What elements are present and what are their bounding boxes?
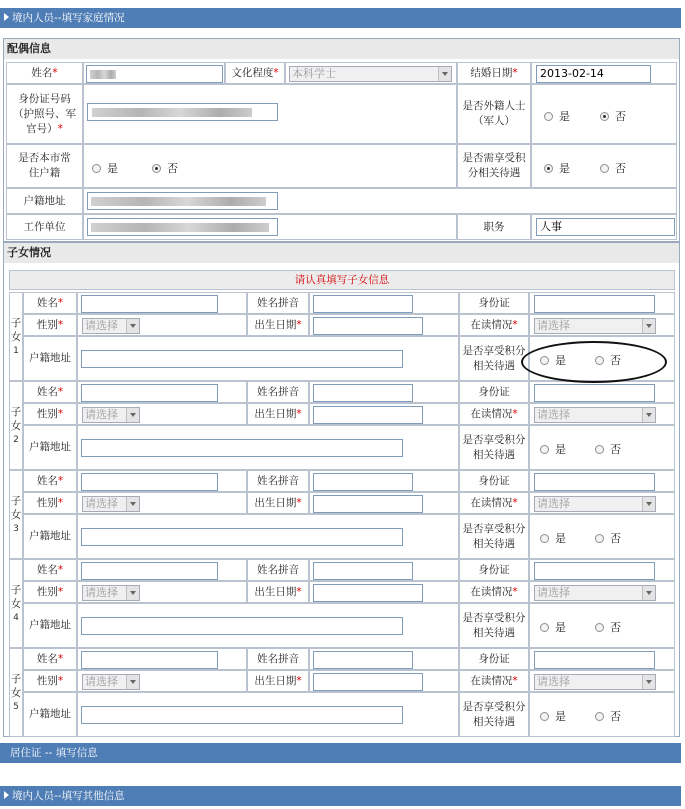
radio-unchecked-icon [540,534,549,543]
spouse-name-cell [83,62,225,84]
child-idcard-cell [529,381,675,403]
child-idcard-input[interactable] [534,562,655,580]
child-huji-cell [77,336,459,381]
child-idcard-cell [529,292,675,314]
child-gender-label: 性别 * [23,581,77,603]
child-group-label: 子 女 5 [9,648,23,737]
child-birth-cell [309,670,459,692]
child-birth-cell [309,492,459,514]
child-name-cell [77,470,247,492]
child-birth-input[interactable] [313,317,423,335]
spouse-id-input[interactable] [87,103,278,121]
child-points-yes-radio[interactable]: 是 [540,619,566,635]
child-huji-input[interactable] [81,617,403,635]
child-gender-cell [77,403,247,425]
radio-unchecked-icon [92,164,101,173]
child-birth-input[interactable] [313,673,423,691]
child-idcard-cell [529,648,675,670]
child-study-select[interactable]: 请选择 [534,674,656,690]
spouse-foreign-cell [531,84,677,144]
child-study-cell [529,492,675,514]
spouse-edu-cell [285,62,457,84]
child-pinyin-input[interactable] [313,384,413,402]
spouse-huji-cell [83,188,677,214]
child-points-label: 是否享受积分相关待遇 [459,603,529,648]
child-name-label: 姓名 * [23,470,77,492]
child-gender-cell [77,314,247,336]
child-points-label: 是否享受积分相关待遇 [459,336,529,381]
child-huji-cell [77,514,459,559]
child-huji-cell [77,692,459,737]
children-section [3,242,680,737]
spouse-section [3,38,680,242]
child-pinyin-input[interactable] [313,295,413,313]
child-name-input[interactable] [81,562,218,580]
child-idcard-label: 身份证 [459,559,529,581]
child-birth-input[interactable] [313,584,423,602]
spouse-work-input[interactable] [87,218,278,236]
child-name-label: 姓名 * [23,292,77,314]
radio-checked-icon [600,112,609,121]
spouse-marry-cell [531,62,677,84]
child-points-no-radio[interactable]: 否 [595,619,621,635]
chevron-down-icon [126,408,139,422]
child-points-label: 是否享受积分相关待遇 [459,514,529,559]
radio-unchecked-icon [540,445,549,454]
child-birth-input[interactable] [313,495,423,513]
chevron-down-icon [642,675,655,689]
child-study-select[interactable]: 请选择 [534,318,656,334]
child-name-label: 姓名 * [23,648,77,670]
radio-unchecked-icon [595,712,604,721]
child-gender-select[interactable]: 请选择 [82,318,140,334]
child-name-input[interactable] [81,295,218,313]
chevron-down-icon [642,408,655,422]
spouse-id-cell [83,84,457,144]
radio-unchecked-icon [540,712,549,721]
child-birth-label: 出生日期 * [247,314,309,336]
child-gender-select[interactable]: 请选择 [82,496,140,512]
child-idcard-label: 身份证 [459,470,529,492]
radio-unchecked-icon [595,623,604,632]
spouse-name-label: 姓名 * [6,62,83,84]
child-birth-label: 出生日期 * [247,581,309,603]
child-points-label: 是否享受积分相关待遇 [459,692,529,737]
child-huji-label: 户籍地址 [23,514,77,559]
child-study-select[interactable]: 请选择 [534,585,656,601]
child-name-input[interactable] [81,473,218,491]
chevron-down-icon [642,319,655,333]
spouse-edu-label: 文化程度 * [225,62,285,84]
spouse-local-yes-radio[interactable]: 是 [92,160,118,176]
child-pinyin-input[interactable] [313,562,413,580]
child-huji-cell [77,603,459,648]
child-name-input[interactable] [81,384,218,402]
radio-checked-icon [544,164,553,173]
child-birth-input[interactable] [313,406,423,424]
child-study-label: 在读情况 * [459,403,529,425]
child-study-select[interactable]: 请选择 [534,407,656,423]
child-pinyin-input[interactable] [313,651,413,669]
child-gender-label: 性别 * [23,492,77,514]
child-group-label: 子 女 2 [9,381,23,470]
spouse-id-label: 身份证号码（护照号、军官号）* [6,84,83,144]
spouse-foreign-label: 是否外籍人士（军人） [457,84,531,144]
radio-unchecked-icon [544,112,553,121]
child-name-cell [77,292,247,314]
spouse-points-label: 是否需享受积分相关待遇 [457,144,531,188]
child-study-cell [529,314,675,336]
child-idcard-input[interactable] [534,295,655,313]
spouse-local-no-radio[interactable]: 否 [152,160,178,176]
child-points-cell [529,692,675,737]
child-birth-cell [309,314,459,336]
child-study-select[interactable]: 请选择 [534,496,656,512]
child-study-label: 在读情况 * [459,314,529,336]
spouse-huji-label: 户籍地址 [6,188,83,214]
child-pinyin-cell [309,292,459,314]
chevron-down-icon [642,497,655,511]
child-points-yes-radio[interactable]: 是 [540,530,566,546]
child-birth-label: 出生日期 * [247,492,309,514]
child-pinyin-input[interactable] [313,473,413,491]
child-pinyin-cell [309,470,459,492]
child-points-cell [529,603,675,648]
spouse-job-cell [531,214,677,240]
section-header-residence[interactable]: 居住证 -- 填写信息 [0,743,681,763]
child-huji-input[interactable] [81,350,403,368]
radio-unchecked-icon [595,445,604,454]
child-study-cell [529,403,675,425]
spouse-local-label: 是否本市常住户籍 [6,144,83,188]
child-pinyin-label: 姓名拼音 [247,292,309,314]
child-huji-cell [77,425,459,470]
spouse-job-input[interactable]: 人事 [536,218,675,236]
child-points-no-radio[interactable]: 否 [595,530,621,546]
chevron-down-icon [642,586,655,600]
child-huji-input[interactable] [81,528,403,546]
spouse-work-label: 工作单位 [6,214,83,240]
child-pinyin-cell [309,648,459,670]
child-gender-select[interactable]: 请选择 [82,407,140,423]
child-gender-select[interactable]: 请选择 [82,585,140,601]
spouse-name-input[interactable] [86,65,223,83]
child-points-yes-radio[interactable]: 是 [540,708,566,724]
child-pinyin-label: 姓名拼音 [247,470,309,492]
radio-checked-icon [152,164,161,173]
child-group-label: 子 女 3 [9,470,23,559]
child-gender-label: 性别 * [23,403,77,425]
spouse-marry-label: 结婚日期 * [457,62,531,84]
child-huji-label: 户籍地址 [23,603,77,648]
child-huji-input[interactable] [81,706,403,724]
child-group-label: 子 女 4 [9,559,23,648]
chevron-down-icon [126,675,139,689]
child-idcard-label: 身份证 [459,648,529,670]
spouse-huji-input[interactable] [87,192,278,210]
child-points-cell [529,514,675,559]
child-huji-label: 户籍地址 [23,336,77,381]
child-group-label: 子 女 1 [9,292,23,381]
spouse-marry-input[interactable]: 2013-02-14 [536,65,651,83]
radio-unchecked-icon [600,164,609,173]
highlight-ellipse [521,341,667,383]
chevron-down-icon [126,497,139,511]
child-gender-cell [77,581,247,603]
chevron-down-icon [126,586,139,600]
children-notice: 请认真填写子女信息 [9,270,675,290]
child-study-cell [529,670,675,692]
spouse-title: 配偶信息 [4,39,679,59]
child-name-input[interactable] [81,651,218,669]
child-points-cell [529,425,675,470]
child-points-yes-radio[interactable]: 是 [540,352,566,368]
child-name-label: 姓名 * [23,559,77,581]
child-name-cell [77,381,247,403]
child-study-cell [529,581,675,603]
child-gender-select[interactable]: 请选择 [82,674,140,690]
spouse-local-cell [83,144,457,188]
section-header-other[interactable]: 境内人员--填写其他信息 [0,786,681,806]
child-gender-cell [77,492,247,514]
child-idcard-cell [529,559,675,581]
spouse-points-cell [531,144,677,188]
child-gender-label: 性别 * [23,670,77,692]
spouse-foreign-no-radio[interactable]: 否 [600,108,626,124]
radio-unchecked-icon [595,534,604,543]
children-title: 子女情况 [4,243,679,263]
child-birth-label: 出生日期 * [247,670,309,692]
child-pinyin-label: 姓名拼音 [247,648,309,670]
child-idcard-cell [529,470,675,492]
spouse-job-label: 职务 [457,214,531,240]
spouse-points-yes-radio[interactable]: 是 [544,160,570,176]
child-pinyin-cell [309,381,459,403]
child-gender-label: 性别 * [23,314,77,336]
spouse-work-cell [83,214,457,240]
child-pinyin-cell [309,559,459,581]
spouse-foreign-yes-radio[interactable]: 是 [544,108,570,124]
child-name-cell [77,559,247,581]
child-gender-cell [77,670,247,692]
child-huji-label: 户籍地址 [23,692,77,737]
child-study-label: 在读情况 * [459,581,529,603]
child-birth-label: 出生日期 * [247,403,309,425]
child-huji-input[interactable] [81,439,403,457]
chevron-down-icon [438,67,451,81]
child-study-label: 在读情况 * [459,670,529,692]
child-idcard-label: 身份证 [459,381,529,403]
chevron-down-icon [126,319,139,333]
child-idcard-label: 身份证 [459,292,529,314]
child-pinyin-label: 姓名拼音 [247,559,309,581]
child-idcard-input[interactable] [534,384,655,402]
child-name-label: 姓名 * [23,381,77,403]
child-birth-cell [309,581,459,603]
child-name-cell [77,648,247,670]
child-idcard-input[interactable] [534,473,655,491]
child-pinyin-label: 姓名拼音 [247,381,309,403]
child-birth-cell [309,403,459,425]
child-points-yes-radio[interactable]: 是 [540,441,566,457]
expand-arrow-icon [4,13,9,21]
child-points-no-radio[interactable]: 否 [595,352,621,368]
section-header-family[interactable]: 境内人员--填写家庭情况 [0,8,681,28]
child-points-no-radio[interactable]: 否 [595,708,621,724]
spouse-edu-select[interactable]: 本科学士 [289,66,452,82]
radio-unchecked-icon [540,623,549,632]
spouse-points-no-radio[interactable]: 否 [600,160,626,176]
child-huji-label: 户籍地址 [23,425,77,470]
child-idcard-input[interactable] [534,651,655,669]
child-points-no-radio[interactable]: 否 [595,441,621,457]
child-points-label: 是否享受积分相关待遇 [459,425,529,470]
expand-arrow-icon [4,791,9,799]
child-study-label: 在读情况 * [459,492,529,514]
